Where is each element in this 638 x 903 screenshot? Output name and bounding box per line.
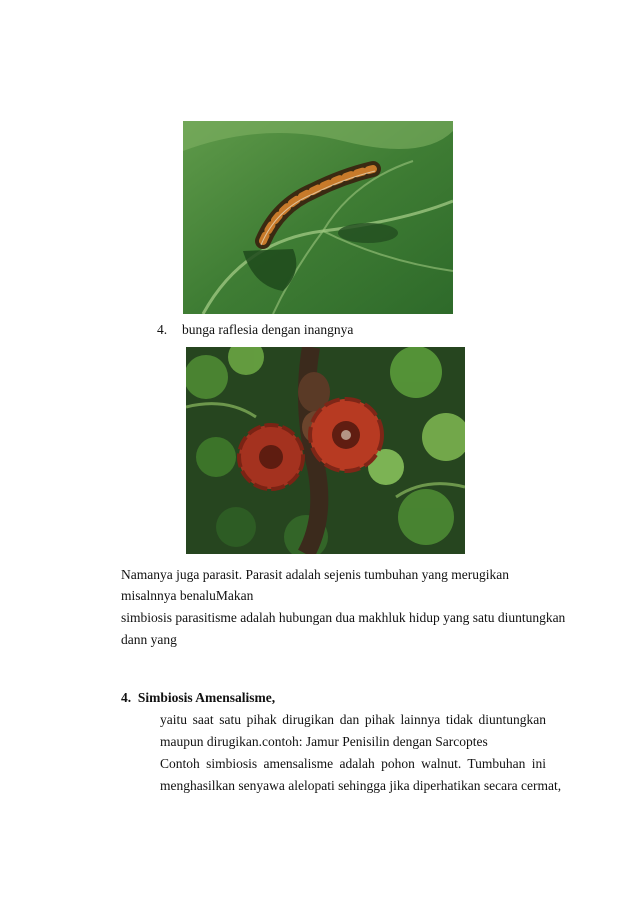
amensalisme-line-3: Contoh simbiosis amensalisme adalah pohon walnut. Tumbuhan ini [160, 756, 546, 771]
amensalisme-line-4: menghasilkan senyawa alelopati sehingga jika diperhatikan secara cermat, [160, 778, 562, 793]
paragraph-parasit-line-1: Namanya juga parasit. Parasit adalah sejenis tumbuhan yang merugikan [121, 567, 510, 582]
rafflesia-flower-right [310, 399, 382, 471]
caterpillar-photo [183, 121, 453, 314]
figure-caption-text: bunga raflesia dengan inangnya [182, 322, 354, 337]
paragraph-parasit-line-2: misalnnya benaluMakan [121, 588, 254, 603]
rafflesia-flower-left [239, 425, 303, 489]
amensalisme-line-1: yaitu saat satu pihak dirugikan dan pihak lainnya tidak diuntungkan [160, 712, 546, 727]
amensalisme-line-2: maupun dirugikan.contoh: Jamur Penisilin dengan Sarcoptes [160, 734, 488, 749]
paragraph-parasit-line-3: simbiosis parasitisme adalah hubungan dua makhluk hidup yang satu diuntungkan [121, 610, 566, 625]
section-heading-amensalisme: 4. Simbiosis Amensalisme, [121, 690, 276, 705]
figure-caption [157, 322, 457, 338]
rafflesia-photo [186, 347, 465, 554]
paragraph-parasit-line-4: dann yang [121, 632, 177, 647]
figure-number: 4. [157, 322, 168, 337]
